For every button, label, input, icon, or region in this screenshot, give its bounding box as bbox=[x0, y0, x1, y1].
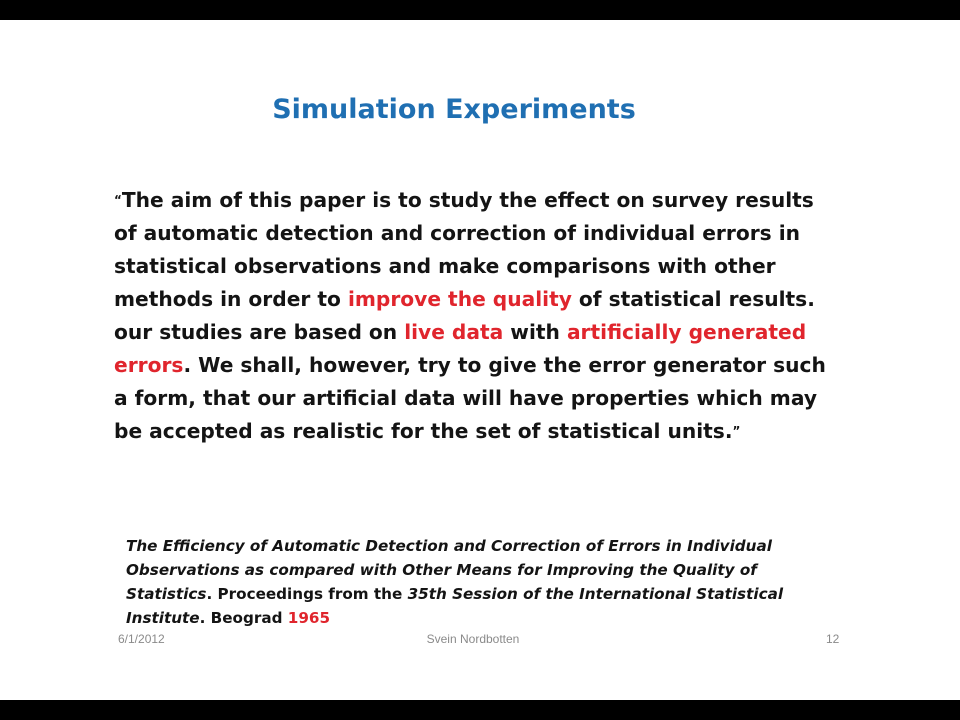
citation-block bbox=[126, 534, 806, 630]
quote-text: a form, that our artificial data will have properties which may bbox=[114, 386, 817, 410]
footer-page-number: 12 bbox=[826, 632, 840, 646]
highlight-live-data: live data bbox=[404, 320, 504, 344]
quote-text: with bbox=[503, 320, 567, 344]
citation-line bbox=[126, 606, 806, 630]
quote-text: The aim of this paper is to study the effect on survey results bbox=[121, 188, 814, 212]
quote-line bbox=[114, 217, 834, 250]
quote-line bbox=[114, 349, 834, 382]
highlight-artificially-generated: artificially generated bbox=[566, 320, 807, 344]
quote-end-text: . bbox=[724, 419, 733, 443]
quote-text: . We shall, however, try to give the error generator such bbox=[183, 353, 826, 377]
footer-date: 6/1/2012 bbox=[118, 632, 165, 646]
citation-text: . Proceedings from the bbox=[206, 585, 408, 603]
citation-line bbox=[126, 534, 806, 558]
highlight-errors: errors bbox=[114, 353, 184, 377]
highlight-improve-quality: improve the quality bbox=[347, 287, 572, 311]
citation-year: 1965 bbox=[287, 609, 331, 627]
quote-text: of statistical results. bbox=[571, 287, 815, 311]
quote-text: methods in order to bbox=[114, 287, 348, 311]
citation-line bbox=[126, 582, 806, 606]
quote-line bbox=[114, 382, 834, 415]
citation-line bbox=[126, 558, 806, 582]
citation-text: . Beograd bbox=[199, 609, 288, 627]
citation-title: The Efficiency of Automatic Detection and Correction of Errors in Individual bbox=[126, 537, 772, 555]
quote-line bbox=[114, 283, 834, 316]
citation-session: 35th Session of the International Statistical bbox=[407, 585, 784, 603]
close-quote-mark: ” bbox=[732, 424, 741, 438]
quote-block bbox=[114, 184, 834, 448]
open-quote-mark: “ bbox=[114, 193, 122, 207]
quote-line bbox=[114, 415, 834, 448]
footer-author: Svein Nordbotten bbox=[426, 632, 520, 646]
quote-text: statistical observations and make comparisons with other bbox=[114, 254, 776, 278]
quote-line bbox=[114, 316, 834, 349]
quote-line bbox=[114, 184, 834, 217]
quote-line bbox=[114, 250, 834, 283]
quote-text: our studies are based on bbox=[114, 320, 405, 344]
slide bbox=[0, 20, 960, 700]
quote-text: of automatic detection and correction of individual errors in bbox=[114, 221, 801, 245]
citation-session: Institute bbox=[126, 609, 200, 627]
citation-title: Observations as compared with Other Means for Improving the Quality of bbox=[126, 561, 757, 579]
citation-title: Statistics bbox=[126, 585, 207, 603]
slide-title: Simulation Experiments bbox=[272, 94, 636, 125]
quote-text: be accepted as realistic for the set of statistical units bbox=[114, 419, 725, 443]
